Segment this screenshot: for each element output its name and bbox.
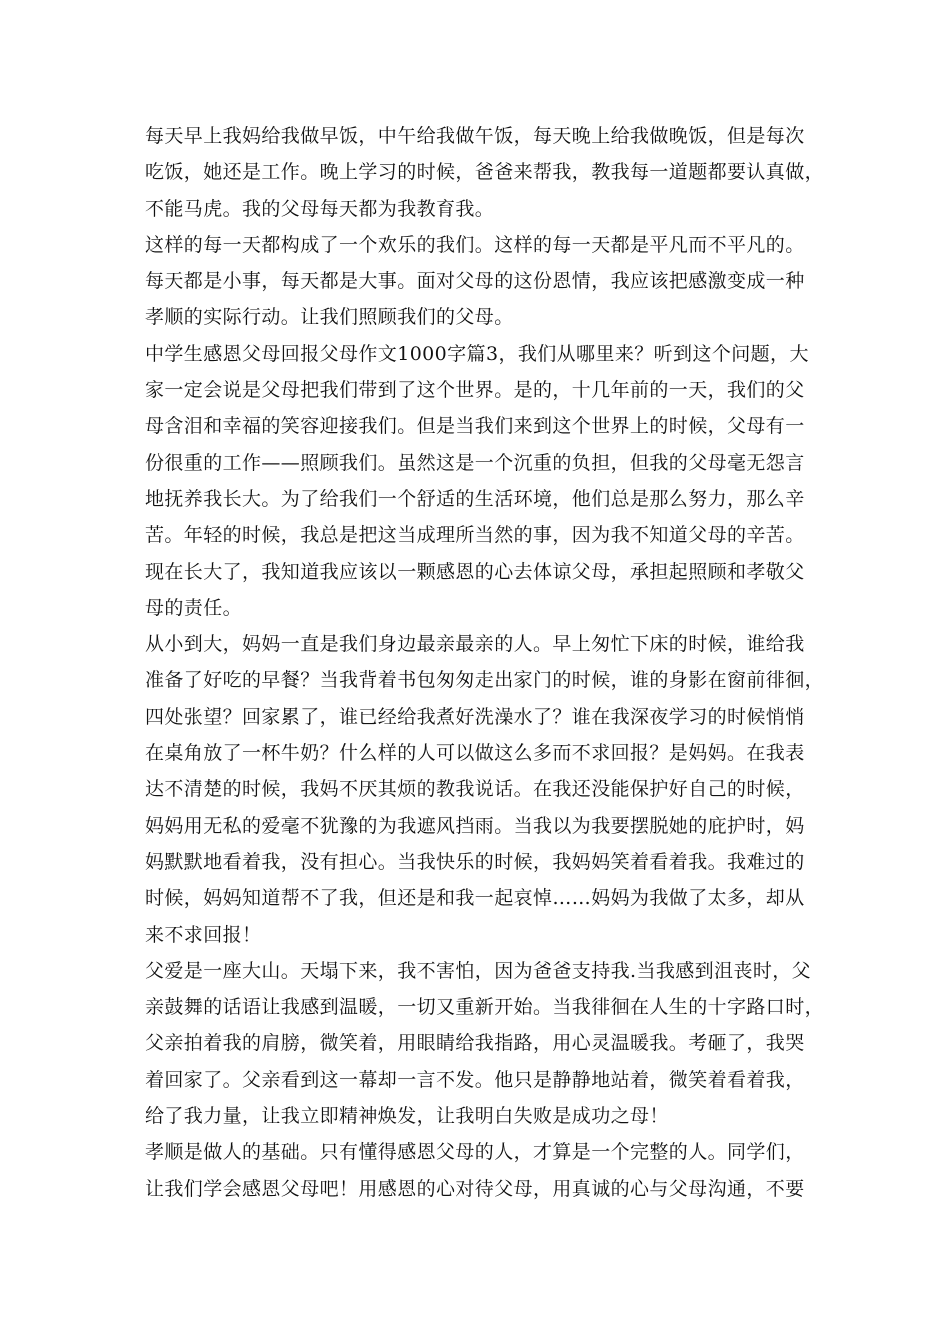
text-line: 每天都是小事，每天都是大事。面对父母的这份恩情，我应该把感激变成一种 (145, 270, 805, 293)
text-line: 母含泪和幸福的笑容迎接我们。但是当我们来到这个世界上的时候，父母有一 (145, 415, 805, 438)
paragraph-2 (145, 227, 805, 336)
text-line: 来不求回报！ (145, 923, 262, 946)
text-line: 亲鼓舞的话语让我感到温暖，一切又重新开始。当我徘徊在人生的十字路口时， (145, 996, 825, 1019)
text-line: 父爱是一座大山。天塌下来，我不害怕，因为爸爸支持我.当我感到沮丧时，父 (145, 959, 812, 982)
paragraph-1 (145, 118, 825, 227)
text-line: 母的责任。 (145, 596, 243, 619)
text-line: 地抚养我长大。为了给我们一个舒适的生活环境，他们总是那么努力，那么辛 (145, 487, 805, 510)
text-line: 四处张望？回家累了，谁已经给我煮好洗澡水了？谁在我深夜学习的时候悄悄 (145, 705, 805, 728)
paragraph-3 (145, 336, 809, 626)
text-line: 妈默默地看着我，没有担心。当我快乐的时候，我妈妈笑着看着我。我难过的 (145, 850, 805, 873)
paragraph-5 (145, 953, 825, 1134)
text-line: 着回家了。父亲看到这一幕却一言不发。他只是静静地站着，微笑着看着我， (145, 1068, 805, 1091)
text-line: 这样的每一天都构成了一个欢乐的我们。这样的每一天都是平凡而不平凡的。 (145, 233, 805, 256)
text-line: 给了我力量，让我立即精神焕发，让我明白失败是成功之母！ (145, 1105, 669, 1128)
text-line: 在桌角放了一杯牛奶？什么样的人可以做这么多而不求回报？是妈妈。在我表 (145, 742, 805, 765)
text-line: 时候，妈妈知道帮不了我，但还是和我一起哀悼……妈妈为我做了太多，却从 (145, 887, 805, 910)
document-body (145, 118, 825, 1207)
text-line: 现在长大了，我知道我应该以一颗感恩的心去体谅父母，承担起照顾和孝敬父 (145, 560, 805, 583)
text-line: 从小到大，妈妈一直是我们身边最亲最亲的人。早上匆忙下床的时候，谁给我 (145, 633, 805, 656)
text-line: 孝顺的实际行动。让我们照顾我们的父母。 (145, 306, 514, 329)
text-line: 达不清楚的时候，我妈不厌其烦的教我说话。在我还没能保护好自己的时候， (145, 778, 805, 801)
text-line: 不能马虎。我的父母每天都为我教育我。 (145, 197, 495, 220)
text-line: 孝顺是做人的基础。只有懂得感恩父母的人，才算是一个完整的人。同学们， (145, 1141, 805, 1164)
text-line: 准备了好吃的早餐？当我背着书包匆匆走出家门的时候，谁的身影在窗前徘徊， (145, 669, 825, 692)
paragraph-6 (145, 1134, 805, 1207)
text-line: 家一定会说是父母把我们带到了这个世界。是的，十几年前的一天，我们的父 (145, 379, 805, 402)
text-line: 苦。年轻的时候，我总是把这当成理所当然的事，因为我不知道父母的辛苦。 (145, 524, 805, 547)
text-line: 吃饭，她还是工作。晚上学习的时候，爸爸来帮我，教我每一道题都要认真做， (145, 161, 825, 184)
paragraph-4 (145, 626, 825, 953)
text-line: 妈妈用无私的爱毫不犹豫的为我遮风挡雨。当我以为我要摆脱她的庇护时，妈 (145, 814, 805, 837)
text-line: 份很重的工作——照顾我们。虽然这是一个沉重的负担，但我的父母毫无怨言 (145, 451, 805, 474)
text-line: 让我们学会感恩父母吧！用感恩的心对待父母，用真诚的心与父母沟通，不要 (145, 1177, 805, 1200)
text-line: 父亲拍着我的肩膀，微笑着，用眼睛给我指路，用心灵温暖我。考砸了，我哭 (145, 1032, 805, 1055)
text-line: 中学生感恩父母回报父母作文1000字篇3，我们从哪里来？听到这个问题，大 (145, 342, 809, 365)
text-line: 每天早上我妈给我做早饭，中午给我做午饭，每天晚上给我做晚饭，但是每次 (145, 125, 805, 147)
